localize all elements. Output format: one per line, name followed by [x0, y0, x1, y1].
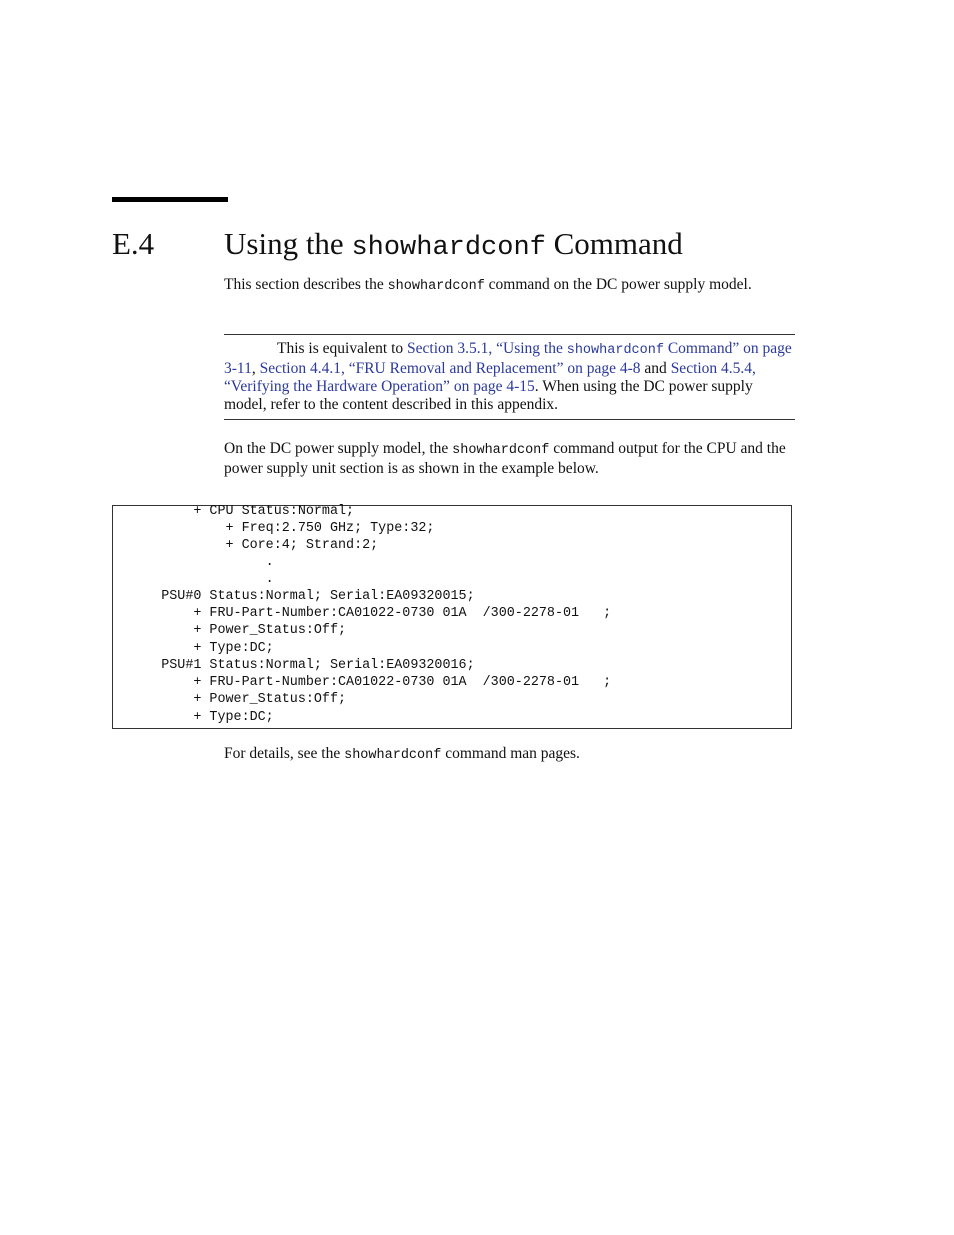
link-section-4-4-1[interactable]: Section 4.4.1, “FRU Removal and Replacement” on page 4-8: [259, 360, 641, 377]
link-command: showhardconf: [566, 343, 664, 358]
intro-paragraph: [224, 276, 796, 296]
details-text-end: command man pages.: [441, 745, 580, 762]
section-title: [224, 224, 683, 268]
code-line: + Power_Status:Off;: [113, 692, 347, 707]
note-box: [224, 334, 795, 420]
code-line: + Core:4; Strand:2;: [113, 538, 379, 553]
code-line: .: [113, 572, 274, 587]
output-intro-text: On the DC power supply model, the: [224, 440, 453, 457]
code-line: + Power_Status:Off;: [113, 623, 347, 638]
code-line: + Type:DC;: [113, 710, 274, 725]
note-lead: This is equivalent to: [277, 340, 408, 357]
details-paragraph: [224, 745, 796, 765]
link-text: Section 3.5.1, “Using the: [407, 340, 567, 357]
section-title-text: Using the: [224, 226, 352, 261]
note-separator-and: and: [640, 360, 671, 377]
intro-text: This section describes the: [224, 276, 388, 293]
code-example-box: [112, 505, 792, 729]
link-text-end: Command” on page 3-11: [224, 340, 792, 377]
output-intro-text-end: command output for the CPU and the power supply unit section is as shown in the example below.: [224, 440, 786, 477]
intro-text-end: command on the DC power supply model.: [484, 276, 752, 293]
code-line: + Freq:2.750 GHz; Type:32;: [113, 521, 435, 536]
section-title-command: showhardconf: [351, 233, 546, 263]
details-text: For details, see the: [224, 745, 345, 762]
intro-command: showhardconf: [387, 279, 485, 294]
code-line: + FRU-Part-Number:CA01022-0730 01A /300-2278-01 ;: [113, 606, 612, 621]
note-tail: . When using the DC power supply model, refer to the content described in this appendix.: [224, 378, 753, 413]
code-line: + Type:DC;: [113, 641, 274, 656]
details-command: showhardconf: [344, 748, 442, 763]
section-number: E.4: [112, 226, 155, 261]
output-intro-command: showhardconf: [452, 443, 550, 458]
note-separator: ,: [251, 360, 260, 377]
code-line: PSU#1 Status:Normal; Serial:EA09320016;: [113, 658, 475, 673]
section-top-rule: [112, 197, 228, 202]
output-intro-paragraph: [224, 440, 796, 478]
code-line: PSU#0 Status:Normal; Serial:EA09320015;: [113, 589, 475, 604]
code-line: + FRU-Part-Number:CA01022-0730 01A /300-2278-01 ;: [113, 675, 612, 690]
code-line: .: [113, 555, 274, 570]
code-line: + CPU Status:Normal;: [113, 504, 355, 519]
link-section-4-5-4[interactable]: Section 4.5.4, “Verifying the Hardware Operation” on page 4-15: [224, 360, 756, 395]
section-title-suffix: Command: [545, 226, 683, 261]
